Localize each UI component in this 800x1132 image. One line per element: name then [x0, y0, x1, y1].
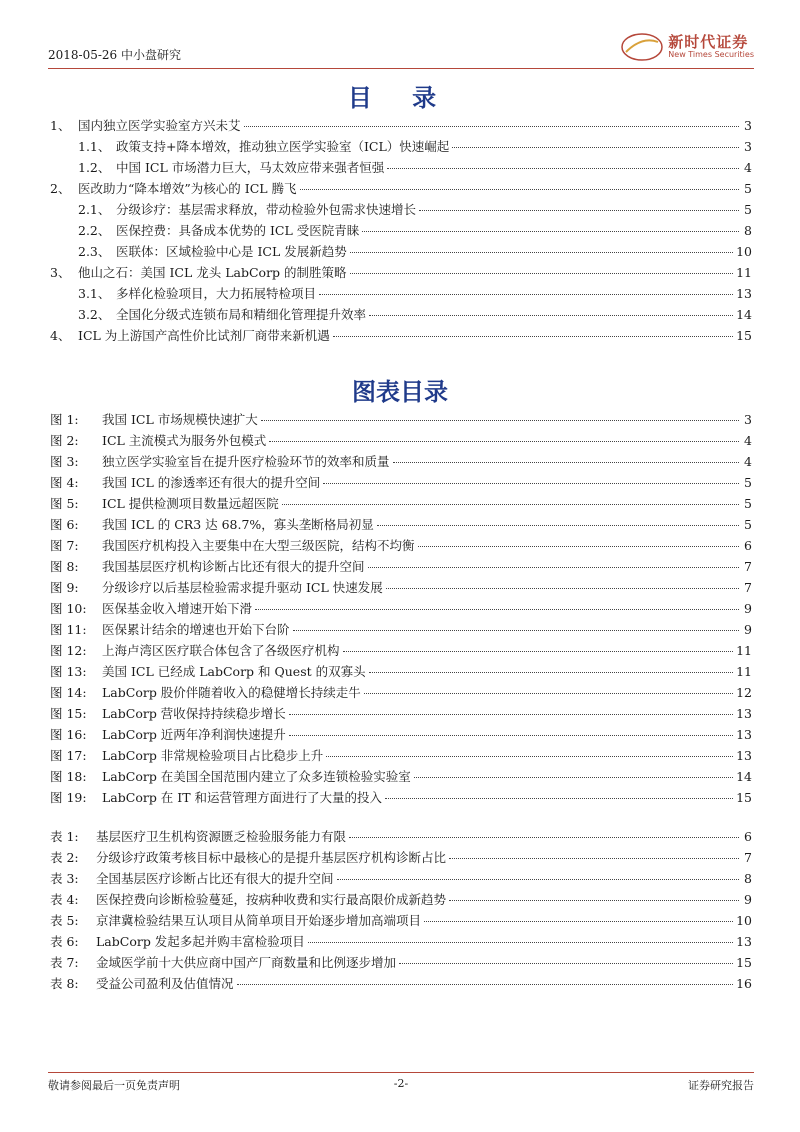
- toc-entry[interactable]: [50, 305, 752, 326]
- dot-leader: [326, 756, 733, 757]
- entry-number: 图 9:: [50, 580, 79, 595]
- entry-number: 图 16:: [50, 727, 87, 742]
- footer-divider: [48, 1072, 754, 1073]
- entry-title: 我国 ICL 的渗透率还有很大的提升空间: [102, 475, 321, 490]
- entry-title: LabCorp 营收保持持续稳步增长: [102, 706, 286, 721]
- entry-page-number: 4: [744, 160, 752, 175]
- entry-title: 独立医学实验室旨在提升医疗检验环节的效率和质量: [102, 454, 390, 469]
- entry-title: LabCorp 股价伴随着收入的稳健增长持续走牛: [102, 685, 361, 700]
- entry-page-number: 4: [744, 433, 752, 448]
- company-name-en: New Times Securities: [668, 49, 754, 59]
- entry-page-number: 13: [736, 727, 752, 742]
- entry-number: 图 17:: [50, 748, 87, 763]
- entry-title: ICL 提供检测项目数量远超医院: [102, 496, 279, 511]
- entry-number: 图 3:: [50, 454, 79, 469]
- entry-number: 图 12:: [50, 643, 87, 658]
- entry-number: 图 5:: [50, 496, 79, 511]
- entry-page-number: 15: [736, 328, 752, 343]
- dot-leader: [362, 231, 739, 232]
- entry-number: 图 4:: [50, 475, 79, 490]
- entry-title: LabCorp 在美国全国范围内建立了众多连锁检验实验室: [102, 769, 411, 784]
- entry-title: 医改助力“降本增效”为核心的 ICL 腾飞: [78, 181, 297, 196]
- entry-title: 我国 ICL 市场规模快速扩大: [102, 412, 258, 427]
- entry-title: LabCorp 近两年净利润快速提升: [102, 727, 286, 742]
- toc-entry[interactable]: [50, 116, 752, 137]
- entry-page-number: 8: [744, 223, 752, 238]
- company-logo: [620, 32, 754, 62]
- dot-leader: [399, 963, 733, 964]
- entry-title: 政策支持+降本增效，推动独立医学实验室（ICL）快速崛起: [116, 139, 450, 154]
- table-entry[interactable]: [50, 827, 752, 848]
- entry-title: LabCorp 发起多起并购丰富检验项目: [96, 934, 305, 949]
- entry-title: 我国基层医疗机构诊断占比还有很大的提升空间: [102, 559, 365, 574]
- entry-page-number: 13: [736, 748, 752, 763]
- table-entry[interactable]: [50, 911, 752, 932]
- entry-title: 京津冀检验结果互认项目从简单项目开始逐步增加高端项目: [96, 913, 422, 928]
- entry-number: 表 8:: [50, 976, 79, 991]
- table-entry[interactable]: [50, 974, 752, 995]
- entry-number: 图 6:: [50, 517, 79, 532]
- figure-entry[interactable]: [50, 494, 752, 515]
- toc-entry[interactable]: [50, 284, 752, 305]
- dot-leader: [387, 168, 739, 169]
- entry-page-number: 6: [744, 538, 752, 553]
- entry-number: 表 1:: [50, 829, 79, 844]
- table-entry[interactable]: [50, 932, 752, 953]
- dot-leader: [393, 462, 739, 463]
- entry-title: 他山之石：美国 ICL 龙头 LabCorp 的制胜策略: [78, 265, 347, 280]
- header-divider: [48, 68, 754, 69]
- figure-entry[interactable]: [50, 746, 752, 767]
- toc-entry[interactable]: [50, 326, 752, 347]
- entry-number: 图 11:: [50, 622, 87, 637]
- figure-entry[interactable]: [50, 452, 752, 473]
- table-entry[interactable]: [50, 890, 752, 911]
- page-number: -2-: [393, 1077, 409, 1090]
- dot-leader: [293, 630, 739, 631]
- entry-title: 美国 ICL 已经成 LabCorp 和 Quest 的双寡头: [102, 664, 366, 679]
- figure-entry[interactable]: [50, 431, 752, 452]
- dot-leader: [337, 879, 739, 880]
- entry-page-number: 8: [744, 871, 752, 886]
- toc-entry[interactable]: [50, 242, 752, 263]
- dot-leader: [364, 693, 733, 694]
- entry-page-number: 13: [736, 286, 752, 301]
- entry-page-number: 15: [736, 955, 752, 970]
- entry-title: 全国化分级式连锁布局和精细化管理提升效率: [116, 307, 367, 322]
- entry-title: 多样化检验项目，大力拓展特检项目: [116, 286, 317, 301]
- entry-title: 医保累计结余的增速也开始下台阶: [102, 622, 290, 637]
- entry-page-number: 7: [744, 559, 752, 574]
- entry-page-number: 14: [736, 307, 752, 322]
- entry-page-number: 16: [736, 976, 752, 991]
- entry-number: 表 6:: [50, 934, 79, 949]
- entry-page-number: 13: [736, 706, 752, 721]
- entry-title: 分级诊疗政策考核目标中最核心的是提升基层医疗机构诊断占比: [96, 850, 447, 865]
- entry-page-number: 5: [744, 517, 752, 532]
- footer-disclaimer: 敬请参阅最后一页免责声明: [48, 1079, 180, 1092]
- dot-leader: [350, 252, 733, 253]
- entry-title: LabCorp 在 IT 和运营管理方面进行了大量的投入: [102, 790, 383, 805]
- entry-number: 图 1:: [50, 412, 79, 427]
- entry-number: 图 13:: [50, 664, 87, 679]
- entry-number: 图 2:: [50, 433, 79, 448]
- toc-entry[interactable]: [50, 158, 752, 179]
- entry-page-number: 6: [744, 829, 752, 844]
- dot-leader: [368, 567, 739, 568]
- entry-number: 图 18:: [50, 769, 87, 784]
- figure-entry[interactable]: [50, 515, 752, 536]
- entry-title: 分级诊疗以后基层检验需求提升驱动 ICL 快速发展: [102, 580, 383, 595]
- entry-page-number: 9: [744, 892, 752, 907]
- entry-title: 全国基层医疗诊断占比还有很大的提升空间: [96, 871, 334, 886]
- entry-number: 表 2:: [50, 850, 79, 865]
- entry-title: ICL 为上游国产高性价比试剂厂商带来新机遇: [78, 328, 330, 343]
- dot-leader: [419, 210, 739, 211]
- entry-title: 医保控费向诊断检验蔓延，按病种收费和实行最高限价成新趋势: [96, 892, 447, 907]
- entry-page-number: 3: [744, 118, 752, 133]
- entry-page-number: 11: [736, 664, 752, 679]
- table-of-contents: [50, 116, 752, 347]
- dot-leader: [343, 651, 734, 652]
- entry-number: 图 14:: [50, 685, 87, 700]
- figure-entry[interactable]: [50, 704, 752, 725]
- entry-title: 国内独立医学实验室方兴未艾: [78, 118, 241, 133]
- toc-entry[interactable]: [50, 179, 752, 200]
- dot-leader: [350, 273, 734, 274]
- dot-leader: [255, 609, 739, 610]
- dot-leader: [418, 546, 739, 547]
- entry-page-number: 9: [744, 622, 752, 637]
- entry-number: 表 3:: [50, 871, 79, 886]
- entry-number: 3、: [50, 265, 71, 280]
- entry-number: 3.2、: [78, 307, 111, 322]
- figure-entry[interactable]: [50, 788, 752, 809]
- figure-entry[interactable]: [50, 557, 752, 578]
- dot-leader: [369, 315, 733, 316]
- figure-entry[interactable]: [50, 599, 752, 620]
- dot-leader: [323, 483, 739, 484]
- dot-leader: [449, 858, 739, 859]
- entry-page-number: 3: [744, 139, 752, 154]
- entry-title: 医保基金收入增速开始下滑: [102, 601, 253, 616]
- entry-number: 3.1、: [78, 286, 111, 301]
- dot-leader: [282, 504, 739, 505]
- entry-number: 图 19:: [50, 790, 87, 805]
- entry-title: 我国医疗机构投入主要集中在大型三级医院，结构不均衡: [102, 538, 415, 553]
- dot-leader: [452, 147, 739, 148]
- dot-leader: [289, 714, 733, 715]
- entry-page-number: 12: [736, 685, 752, 700]
- dot-leader: [333, 336, 733, 337]
- entry-title: 我国 ICL 的 CR3 达 68.7%，寡头垄断格局初显: [102, 517, 374, 532]
- toc-title: 目 录: [347, 84, 453, 112]
- entry-page-number: 5: [744, 496, 752, 511]
- table-list: [50, 827, 752, 995]
- entry-title: ICL 主流模式为服务外包模式: [102, 433, 267, 448]
- dot-leader: [308, 942, 733, 943]
- entry-title: 基层医疗卫生机构资源匮乏检验服务能力有限: [96, 829, 347, 844]
- dot-leader: [300, 189, 739, 190]
- entry-page-number: 3: [744, 412, 752, 427]
- entry-page-number: 7: [744, 580, 752, 595]
- entry-page-number: 4: [744, 454, 752, 469]
- entry-page-number: 5: [744, 181, 752, 196]
- entry-page-number: 11: [736, 643, 752, 658]
- entry-title: LabCorp 非常规检验项目占比稳步上升: [102, 748, 324, 763]
- entry-number: 1.1、: [78, 139, 111, 154]
- toc-entry[interactable]: [50, 137, 752, 158]
- figure-entry[interactable]: [50, 641, 752, 662]
- entry-number: 图 15:: [50, 706, 87, 721]
- entry-number: 1、: [50, 118, 71, 133]
- toc-entry[interactable]: [50, 200, 752, 221]
- dot-leader: [369, 672, 733, 673]
- entry-number: 表 5:: [50, 913, 79, 928]
- dot-leader: [377, 525, 739, 526]
- entry-page-number: 9: [744, 601, 752, 616]
- company-name-cn: 新时代证券: [668, 32, 749, 51]
- entry-title: 医保控费：具备成本优势的 ICL 受医院青睐: [116, 223, 360, 238]
- table-entry[interactable]: [50, 848, 752, 869]
- table-entry[interactable]: [50, 953, 752, 974]
- figure-entry[interactable]: [50, 578, 752, 599]
- dot-leader: [449, 900, 739, 901]
- dot-leader: [386, 588, 739, 589]
- entry-title: 中国 ICL 市场潜力巨大，马太效应带来强者恒强: [116, 160, 385, 175]
- entry-number: 图 7:: [50, 538, 79, 553]
- entry-number: 表 7:: [50, 955, 79, 970]
- entry-page-number: 14: [736, 769, 752, 784]
- dot-leader: [424, 921, 733, 922]
- entry-page-number: 5: [744, 475, 752, 490]
- dot-leader: [385, 798, 733, 799]
- figure-entry[interactable]: [50, 473, 752, 494]
- figure-entry[interactable]: [50, 410, 752, 431]
- entry-number: 2.3、: [78, 244, 111, 259]
- figure-entry[interactable]: [50, 620, 752, 641]
- entry-number: 图 10:: [50, 601, 87, 616]
- page-header: [48, 32, 754, 68]
- entry-number: 2、: [50, 181, 71, 196]
- entry-page-number: 10: [736, 913, 752, 928]
- figure-entry[interactable]: [50, 662, 752, 683]
- entry-number: 图 8:: [50, 559, 79, 574]
- dot-leader: [349, 837, 739, 838]
- figures-title: 图表目录: [352, 378, 448, 406]
- figure-list: [50, 410, 752, 809]
- dot-leader: [269, 441, 739, 442]
- entry-number: 表 4:: [50, 892, 79, 907]
- entry-page-number: 13: [736, 934, 752, 949]
- entry-number: 2.2、: [78, 223, 111, 238]
- table-entry[interactable]: [50, 869, 752, 890]
- entry-page-number: 15: [736, 790, 752, 805]
- entry-page-number: 7: [744, 850, 752, 865]
- entry-page-number: 5: [744, 202, 752, 217]
- new-times-logo-icon: [620, 32, 664, 62]
- entry-number: 2.1、: [78, 202, 111, 217]
- entry-title: 受益公司盈利及估值情况: [96, 976, 234, 991]
- toc-entry[interactable]: [50, 263, 752, 284]
- entry-page-number: 11: [736, 265, 752, 280]
- entry-number: 4、: [50, 328, 71, 343]
- dot-leader: [319, 294, 733, 295]
- entry-number: 1.2、: [78, 160, 111, 175]
- figure-entry[interactable]: [50, 767, 752, 788]
- footer-report-type: 证券研究报告: [688, 1079, 754, 1092]
- entry-title: 医联体：区域检验中心是 ICL 发展新趋势: [116, 244, 347, 259]
- header-date-section: 2018-05-26 中小盘研究: [48, 48, 182, 62]
- figure-entry[interactable]: [50, 725, 752, 746]
- dot-leader: [244, 126, 739, 127]
- dot-leader: [414, 777, 733, 778]
- dot-leader: [289, 735, 733, 736]
- dot-leader: [237, 984, 734, 985]
- entry-title: 分级诊疗：基层需求释放，带动检验外包需求快速增长: [116, 202, 417, 217]
- entry-title: 金域医学前十大供应商中国产厂商数量和比例逐步增加: [96, 955, 397, 970]
- toc-entry[interactable]: [50, 221, 752, 242]
- figure-entry[interactable]: [50, 536, 752, 557]
- dot-leader: [261, 420, 739, 421]
- figure-entry[interactable]: [50, 683, 752, 704]
- entry-title: 上海卢湾区医疗联合体包含了各级医疗机构: [102, 643, 340, 658]
- entry-page-number: 10: [736, 244, 752, 259]
